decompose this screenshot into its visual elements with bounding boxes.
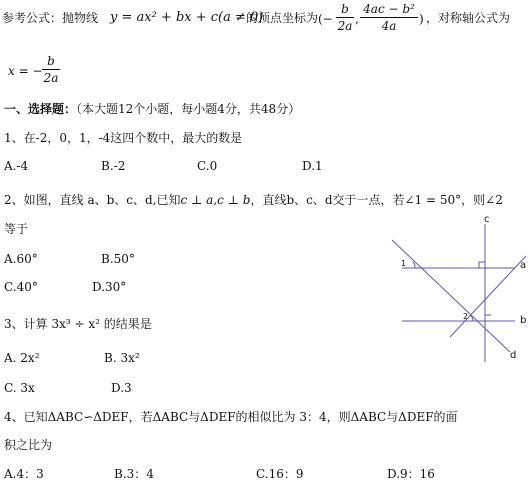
q3-option-a[interactable]: A. 2x²	[4, 351, 40, 365]
right-angle-mark-a	[479, 262, 485, 268]
angle-1-arc	[413, 262, 415, 268]
q4-stem: 4、已知ΔABC∽ΔDEF，若ΔABC与ΔDEF的相似比为 3：4，则ΔABC与ΔDEF的面	[4, 410, 458, 424]
q2-option-a[interactable]: A.60°	[4, 252, 38, 266]
section-heading	[4, 102, 300, 116]
q1-option-b[interactable]: B.-2	[101, 159, 126, 173]
section-note: （本大题12个小题，每小题4分，共48分）	[76, 102, 301, 116]
vertex-open: (−	[318, 12, 333, 26]
q4-option-d[interactable]: D.9：16	[387, 467, 435, 481]
q2-figure	[388, 212, 530, 362]
q1-option-c[interactable]: C.0	[197, 159, 218, 173]
label-d: d	[510, 350, 517, 361]
q2-stem-continued: 等于	[4, 222, 29, 236]
formula-suffix: ，对称轴公式为	[426, 11, 511, 25]
q3-option-d[interactable]: D.3	[111, 381, 132, 395]
vertex-y-fraction	[360, 2, 418, 33]
label-a: a	[520, 260, 527, 271]
q4-option-a[interactable]: A.4：3	[4, 467, 44, 481]
q1-option-a[interactable]: A.-4	[4, 159, 29, 173]
vertex-x-fraction	[336, 2, 354, 33]
q4-stem-continued: 积之比为	[4, 438, 53, 452]
parabola-formula: y = ax² + bx + c(a ≠ 0)	[110, 10, 264, 25]
line-d	[392, 240, 510, 352]
label-angle-1: 1	[401, 259, 407, 268]
vertex-comma: ,	[355, 12, 359, 26]
q2-option-c[interactable]: C.40°	[4, 280, 38, 294]
vertex-x-denominator: 2a	[337, 19, 353, 33]
vertex-y-denominator: 4a	[381, 19, 397, 33]
formula-mid: 的顶点坐标为	[246, 11, 319, 25]
q2-condition: c ⊥ a,c ⊥ b	[180, 193, 251, 207]
q3-option-c[interactable]: C. 3x	[4, 381, 35, 395]
section-title: 一、选择题：	[4, 102, 77, 116]
vertex-close: )	[419, 12, 424, 26]
vertex-y-numerator: 4ac − b²	[363, 2, 415, 16]
q2-option-d[interactable]: D.30°	[92, 280, 127, 294]
q2-stem-a: 2、如图，直线 a、b、c、d,已知	[4, 193, 181, 207]
q2-stem	[4, 193, 503, 207]
q3-option-b[interactable]: B. 3x²	[104, 351, 140, 365]
right-angle-mark-b	[485, 315, 491, 321]
q1-option-d[interactable]: D.1	[302, 159, 323, 173]
axis-formula-lhs: x = −	[8, 64, 43, 78]
axis-denominator: 2a	[43, 71, 59, 85]
axis-numerator: b	[47, 54, 55, 68]
q2-stem-b: ，直线b、c、d交于一点，若∠1 = 50°，则∠2	[250, 193, 503, 207]
q4-option-b[interactable]: B.3：4	[114, 467, 154, 481]
q1-stem: 1、在-2，0，1，-4这四个数中，最大的数是	[4, 131, 243, 145]
vertex-x-numerator: b	[341, 2, 349, 16]
axis-fraction	[42, 54, 60, 85]
q4-option-c[interactable]: C.16：9	[256, 467, 304, 481]
q3-stem: 3、计算 3x³ ÷ x² 的结果是	[4, 317, 152, 331]
label-b: b	[520, 315, 527, 326]
label-angle-2: 2	[463, 312, 469, 321]
formula-prefix: 参考公式：抛物线	[2, 11, 99, 25]
label-c: c	[484, 214, 490, 225]
q2-option-b[interactable]: B.50°	[101, 252, 135, 266]
